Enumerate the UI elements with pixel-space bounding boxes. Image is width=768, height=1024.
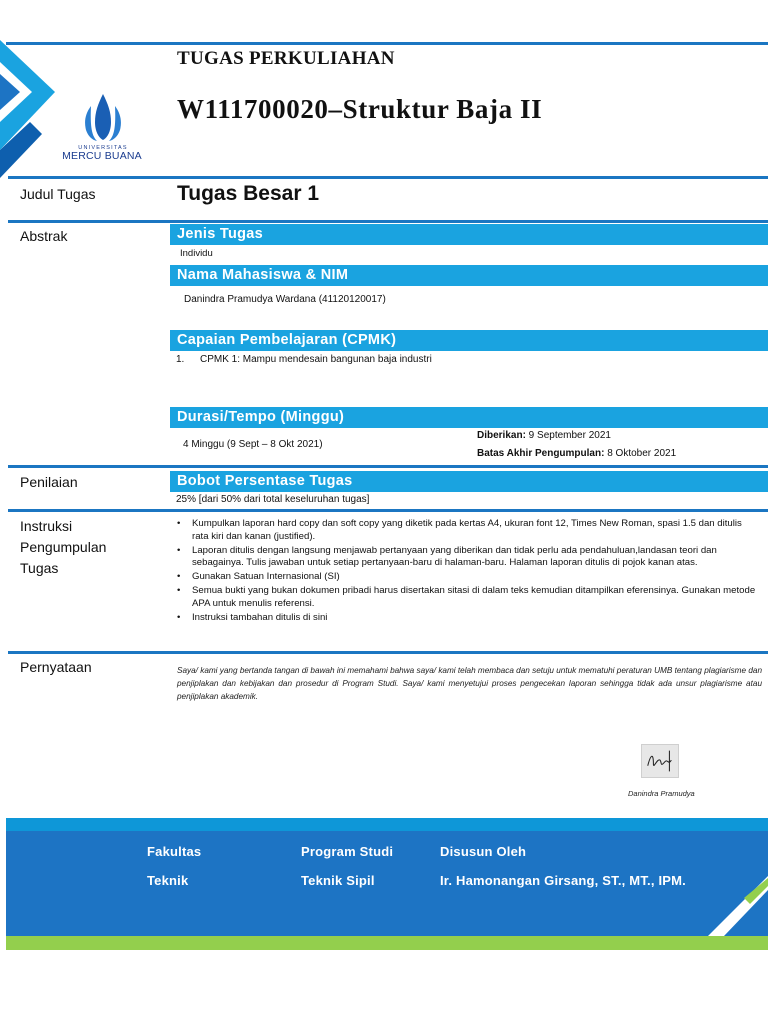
- batas-value: 8 Oktober 2021: [604, 448, 677, 459]
- nama-header: Nama Mahasiswa & NIM: [170, 265, 768, 286]
- pernyataan-text: Saya/ kami yang bertanda tangan di bawah ini memahami bahwa saya/ kami telah membaca dan setuju untuk mematuhi peraturan UMB tentang plagiarisme dan penjiplakan dan kebijakan dan prosedur di Program Studi. Saya/ kami menyetujui proses pengecekan laporan sehingga tidak ada unsur plagiarisme atau penjiplakan akademik.: [177, 666, 762, 701]
- list-item: • Instruksi tambahan ditulis di sini: [175, 612, 761, 625]
- logo-label: MERCU BUANA: [62, 150, 142, 162]
- instruksi-list: [175, 518, 761, 625]
- fakultas-value: Teknik: [147, 873, 189, 888]
- list-item: • Gunakan Satuan Internasional (SI): [175, 571, 761, 584]
- footer-green-strip: [6, 936, 768, 950]
- cpmk-number: 1.: [176, 354, 185, 365]
- footer-top-strip: [6, 818, 768, 831]
- rule-penilaian: [8, 465, 768, 468]
- rule-instruksi: [8, 509, 768, 512]
- decorative-shape: [0, 0, 60, 200]
- jenis-tugas-value: Individu: [180, 248, 213, 259]
- instruksi-label-line1: Instruksi: [20, 518, 73, 534]
- rule-abstrak: [8, 220, 768, 223]
- diberikan-value: 9 September 2021: [525, 430, 611, 441]
- top-rule: [6, 42, 768, 45]
- rule-judul: [8, 176, 768, 179]
- durasi-value: 4 Minggu (9 Sept – 8 Okt 2021): [183, 439, 323, 450]
- nama-value: Danindra Pramudya Wardana (41120120017): [184, 294, 386, 305]
- disusun-value: Ir. Hamonangan Girsang, ST., MT., IPM.: [440, 873, 686, 888]
- instruksi-label-line2: Pengumpulan: [20, 539, 107, 555]
- fakultas-label: Fakultas: [147, 844, 202, 859]
- signer-name: Danindra Pramudya: [628, 789, 695, 798]
- course-title: W111700020–Struktur Baja II: [177, 94, 543, 124]
- cpmk-header: Capaian Pembelajaran (CPMK): [170, 330, 768, 351]
- penilaian-label: Penilaian: [20, 474, 78, 490]
- document-tag: TUGAS PERKULIAHAN: [177, 48, 395, 69]
- judul-value: Tugas Besar 1: [177, 182, 320, 205]
- logo-small-text: UNIVERSITAS: [78, 145, 128, 151]
- disusun-label: Disusun Oleh: [440, 844, 527, 859]
- prodi-value: Teknik Sipil: [301, 873, 375, 888]
- rule-pernyataan: [8, 651, 768, 654]
- durasi-header: Durasi/Tempo (Minggu): [170, 407, 768, 428]
- instruksi-label: [20, 516, 106, 579]
- batas-label: Batas Akhir Pengumpulan:: [477, 448, 605, 459]
- footer-decoration: [678, 876, 768, 936]
- instruksi-label-line3: Tugas: [20, 560, 59, 576]
- list-item: • Semua bukti yang bukan dokumen pribadi harus disertakan sitasi di dalam teks kemudian ditampilkan eferensinya. Gunakan metode APA untuk menulis referensi.: [175, 585, 761, 611]
- cpmk-value: CPMK 1: Mampu mendesain bangunan baja industri: [200, 354, 432, 365]
- list-item: • Kumpulkan laporan hard copy dan soft copy yang diketik pada kertas A4, ukuran font 12, Times New Roman, spasi 1.5 dan ditulis rata kiri dan kanan (justified).: [175, 518, 761, 544]
- pernyataan-label: Pernyataan: [20, 659, 92, 675]
- list-item: • Laporan ditulis dengan langsung menjawab pertanyaan yang diberikan dan tidak perlu ada pendahuluan,landasan teori dan sebagainya. Tulis jawaban untuk setiap pertanyaan-baru di halaman-baru. Halaman laporan ditulis di pojok kanan atas.: [175, 545, 761, 571]
- bobot-header: Bobot Persentase Tugas: [170, 471, 768, 492]
- diberikan-label: Diberikan:: [477, 430, 526, 441]
- abstrak-label: Abstrak: [20, 228, 68, 244]
- bobot-value: 25% [dari 50% dari total keseluruhan tugas]: [176, 494, 370, 505]
- jenis-tugas-header: Jenis Tugas: [170, 224, 768, 245]
- prodi-label: Program Studi: [301, 844, 394, 859]
- diberikan-line: [477, 429, 611, 442]
- judul-label: Judul Tugas: [20, 186, 96, 202]
- batas-line: [477, 447, 676, 460]
- signature-image: [641, 744, 679, 778]
